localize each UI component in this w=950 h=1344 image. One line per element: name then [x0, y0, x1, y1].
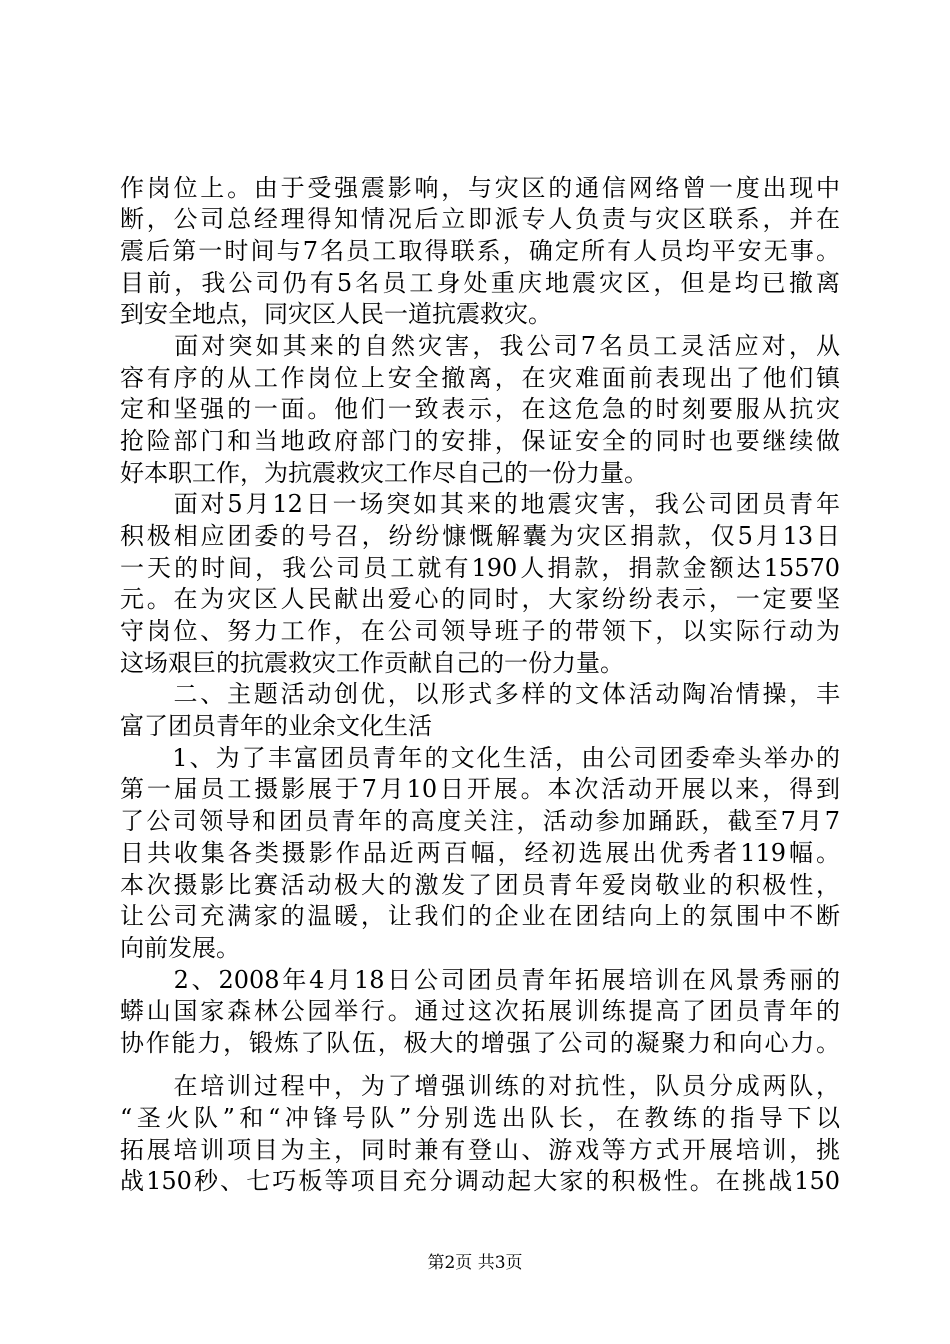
text-line: 作岗位上。由于受强震影响，与灾区的通信网络曾一度出现中	[120, 174, 840, 202]
text-line: 在培训过程中，为了增强训练的对抗性，队员分成两队，	[120, 1072, 840, 1100]
text-line: 日共收集各类摄影作品近两百幅，经初选展出优秀者119幅。	[120, 839, 840, 867]
text-line: 蟒山国家森林公园举行。通过这次拓展训练提高了团员青年的	[120, 997, 840, 1025]
text-line: 一天的时间，我公司员工就有190人捐款，捐款金额达15570	[120, 554, 840, 582]
text-line: “圣火队”和“冲锋号队”分别选出队长，在教练的指导下以	[120, 1104, 840, 1132]
section-heading-line: 二、主题活动创优，以形式多样的文体活动陶冶情操，丰	[120, 680, 840, 708]
text-line: 拓展培训项目为主，同时兼有登山、游戏等方式开展培训，挑	[120, 1136, 840, 1164]
text-line: 震后第一时间与7名员工取得联系，确定所有人员均平安无事。	[120, 237, 840, 265]
text-line: 战150秒、七巧板等项目充分调动起大家的积极性。在挑战150	[120, 1167, 840, 1195]
text-line: 向前发展。	[120, 934, 240, 962]
text-line: 第一届员工摄影展于7月10日开展。本次活动开展以来，得到	[120, 775, 840, 803]
text-line: 定和坚强的一面。他们一致表示，在这危急的时刻要服从抗灾	[120, 395, 840, 423]
text-line: 积极相应团委的号召，纷纷慷慨解囊为灾区捐款，仅5月13日	[120, 522, 840, 550]
text-line: 了公司领导和团员青年的高度关注，活动参加踊跃，截至7月7	[120, 807, 840, 835]
section-heading-line: 富了团员青年的业余文化生活	[120, 712, 432, 740]
text-line: 2、2008年4月18日公司团员青年拓展培训在风景秀丽的	[120, 966, 840, 994]
text-line: 容有序的从工作岗位上安全撤离，在灾难面前表现出了他们镇	[120, 364, 840, 392]
text-line: 目前，我公司仍有5名员工身处重庆地震灾区，但是均已撤离	[120, 269, 840, 297]
text-line: 断，公司总经理得知情况后立即派专人负责与灾区联系，并在	[120, 205, 840, 233]
text-line: 守岗位、努力工作，在公司领导班子的带领下，以实际行动为	[120, 617, 840, 645]
text-line: 本次摄影比赛活动极大的激发了团员青年爱岗敬业的积极性，	[120, 871, 840, 899]
text-line: 面对突如其来的自然灾害，我公司7名员工灵活应对，从	[120, 332, 840, 360]
text-line: 抢险部门和当地政府部门的安排，保证安全的同时也要继续做	[120, 427, 840, 455]
text-line: 好本职工作，为抗震救灾工作尽自己的一份力量。	[120, 459, 648, 487]
text-line: 到安全地点，同灾区人民一道抗震救灾。	[120, 300, 552, 328]
text-line: 元。在为灾区人民献出爱心的同时，大家纷纷表示，一定要坚	[120, 585, 840, 613]
text-line: 协作能力，锻炼了队伍，极大的增强了公司的凝聚力和向心力。	[120, 1029, 840, 1057]
text-line: 1、为了丰富团员青年的文化生活，由公司团委牵头举办的	[120, 744, 840, 772]
text-line: 这场艰巨的抗震救灾工作贡献自己的一份力量。	[120, 649, 624, 677]
text-line: 面对5月12日一场突如其来的地震灾害，我公司团员青年	[120, 490, 840, 518]
page-footer: 第2页 共3页	[427, 1253, 523, 1273]
text-line: 让公司充满家的温暖，让我们的企业在团结向上的氛围中不断	[120, 902, 840, 930]
